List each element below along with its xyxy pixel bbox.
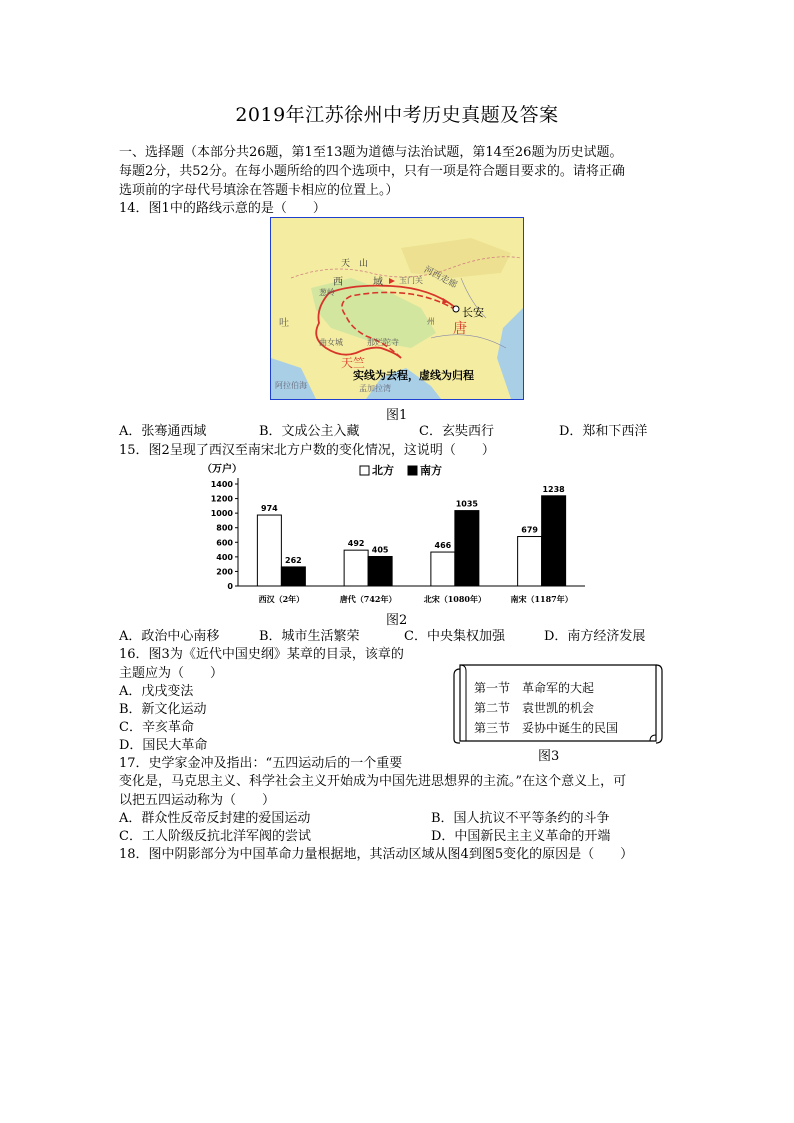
q15-option-c[interactable]: C．中央集权加强 xyxy=(404,629,505,644)
legend-label-南方: 南方 xyxy=(420,464,442,477)
bar-北方 xyxy=(431,552,455,586)
map-label-tubo: 吐 xyxy=(279,318,289,329)
q15-option-a[interactable]: A．政治中心南移 xyxy=(119,629,220,644)
q16-option-c[interactable]: C．辛亥革命 xyxy=(119,720,194,735)
bar-value-label: 974 xyxy=(261,504,278,514)
figure-3-caption: 图3 xyxy=(538,749,560,764)
map-label-tianzhu: 天竺 xyxy=(341,356,366,370)
y-tick-label: 600 xyxy=(216,538,233,548)
map-label-tianshan: 天 山 xyxy=(341,259,369,269)
bar-南方 xyxy=(542,496,566,586)
intro-line-2: 每题2分，共52分。在每小题所给的四个选项中，只有一项是符合题目要求的。请将正确 xyxy=(119,164,625,179)
scroll-section-2: 第二节 袁世凯的机会 xyxy=(474,701,595,715)
q14-option-c[interactable]: C．玄奘西行 xyxy=(419,424,494,439)
y-tick-label: 1400 xyxy=(210,480,233,489)
figure-2-chart xyxy=(200,460,595,610)
bar-北方 xyxy=(518,537,542,586)
y-tick-label: 1000 xyxy=(210,509,233,519)
bar-南方 xyxy=(281,567,305,586)
figure-1-caption: 图1 xyxy=(386,408,408,423)
y-tick-label: 0 xyxy=(227,582,233,591)
y-tick-label: 200 xyxy=(216,567,233,577)
x-category-label: 唐代（742年） xyxy=(339,594,397,604)
bar-南方 xyxy=(455,511,479,586)
page-title: 2019年江苏徐州中考历史真题及答案 xyxy=(235,104,559,126)
x-category-label: 北宋（1080年） xyxy=(423,594,487,604)
map-label-yumenguan: 玉门关 xyxy=(399,276,423,285)
map-label-qufu: 曲女城 xyxy=(319,338,343,347)
bar-value-label: 1035 xyxy=(455,499,479,509)
x-category-label: 南宋（1187年） xyxy=(510,594,573,604)
map-label-alabo: 阿拉伯海 xyxy=(275,381,307,390)
q16-option-b[interactable]: B．新文化运动 xyxy=(119,702,207,717)
y-tick-label: 1200 xyxy=(210,494,233,504)
q17-option-c[interactable]: C．工人阶级反抗北洋军阀的尝试 xyxy=(119,829,311,844)
figure-2-caption: 图2 xyxy=(386,613,408,628)
q17-options-row-1 xyxy=(119,809,679,828)
y-axis-label: （万户） xyxy=(202,464,242,475)
legend-swatch-南方 xyxy=(408,466,417,475)
bar-value-label: 262 xyxy=(285,555,302,565)
map-label-congling: 葱岭 xyxy=(319,288,335,297)
bar-北方 xyxy=(344,550,368,586)
q17-option-a[interactable]: A．群众性反帝反封建的爱国运动 xyxy=(119,811,311,826)
q15-stem: 15．图2呈现了西汉至南宋北方户数的变化情况，这说明（ ） xyxy=(119,443,495,458)
intro-line-1: 一、选择题（本部分共26题，第1至13题为道德与法治试题，第14至26题为历史试题。 xyxy=(119,145,623,160)
q17-stem-line-2: 变化是，马克思主义、科学社会主义开始成为中国先进思想界的主流。”在这个意义上，可 xyxy=(119,774,627,789)
map-label-changan: 长安 xyxy=(462,306,484,319)
q14-options xyxy=(119,422,679,441)
legend-label-北方: 北方 xyxy=(372,464,394,477)
q15-option-d[interactable]: D．南方经济发展 xyxy=(544,629,646,644)
q14-option-b[interactable]: B．文成公主入藏 xyxy=(259,424,360,439)
map-legend: 实线为去程，虚线为归程 xyxy=(353,369,474,382)
q17-stem-line-1: 17．史学家金冲及指出：“五四运动后的一个重要 xyxy=(119,756,403,771)
y-tick-label: 400 xyxy=(216,552,233,562)
q17-stem-line-3: 以把五四运动称为（ ） xyxy=(119,793,276,808)
bar-value-label: 1238 xyxy=(542,484,565,494)
bar-value-label: 466 xyxy=(434,541,452,551)
y-tick-label: 800 xyxy=(216,523,233,533)
bar-value-label: 679 xyxy=(521,525,538,535)
map-label-mengjiala: 孟加拉湾 xyxy=(359,384,391,393)
bar-北方 xyxy=(257,515,281,586)
q16-stem-line-2: 主题应为（ ） xyxy=(119,666,224,681)
q18-stem: 18．图中阴影部分为中国革命力量根据地，其活动区域从图4到图5变化的原因是（ ） xyxy=(119,847,634,862)
bar-value-label: 405 xyxy=(371,545,389,555)
bar-value-label: 492 xyxy=(347,539,365,549)
q16-option-a[interactable]: A．戊戌变法 xyxy=(119,684,194,699)
q14-option-a[interactable]: A．张骞通西域 xyxy=(119,424,207,439)
q15-options xyxy=(119,627,679,646)
q15-option-b[interactable]: B．城市生活繁荣 xyxy=(259,629,360,644)
map-label-tang: 唐 xyxy=(453,321,467,337)
q14-option-d[interactable]: D．郑和下西洋 xyxy=(559,424,648,439)
map-label-zhou: 州 xyxy=(427,317,435,326)
figure-1-map xyxy=(270,217,524,400)
q16-option-d[interactable]: D．国民大革命 xyxy=(119,738,208,753)
map-label-xiyu: 西 域 xyxy=(333,277,383,288)
q17-option-d[interactable]: D．中国新民主主义革命的开端 xyxy=(431,829,611,844)
bar-chart-svg xyxy=(200,460,595,610)
q16-stem-line-1: 16．图3为《近代中国史纲》某章的目录，该章的 xyxy=(119,647,404,662)
map-label-nalanduo: 那烂陀寺 xyxy=(367,338,399,347)
q14-stem: 14．图1中的路线示意的是（ ） xyxy=(119,201,326,216)
q17-options-row-2 xyxy=(119,827,679,846)
scroll-section-1: 第一节 革命军的大起 xyxy=(474,681,595,695)
legend-swatch-北方 xyxy=(360,466,369,475)
x-category-label: 西汉（2年） xyxy=(258,594,305,604)
bar-南方 xyxy=(368,556,392,586)
scroll-section-3: 第三节 妥协中诞生的民国 xyxy=(474,721,619,735)
map-label-hexi: 河西走廊 xyxy=(422,264,459,291)
figure-3-scroll xyxy=(450,661,666,745)
q17-option-b[interactable]: B．国人抗议不平等条约的斗争 xyxy=(431,811,610,826)
intro-line-3: 选项前的字母代号填涂在答题卡相应的位置上。） xyxy=(119,183,399,198)
